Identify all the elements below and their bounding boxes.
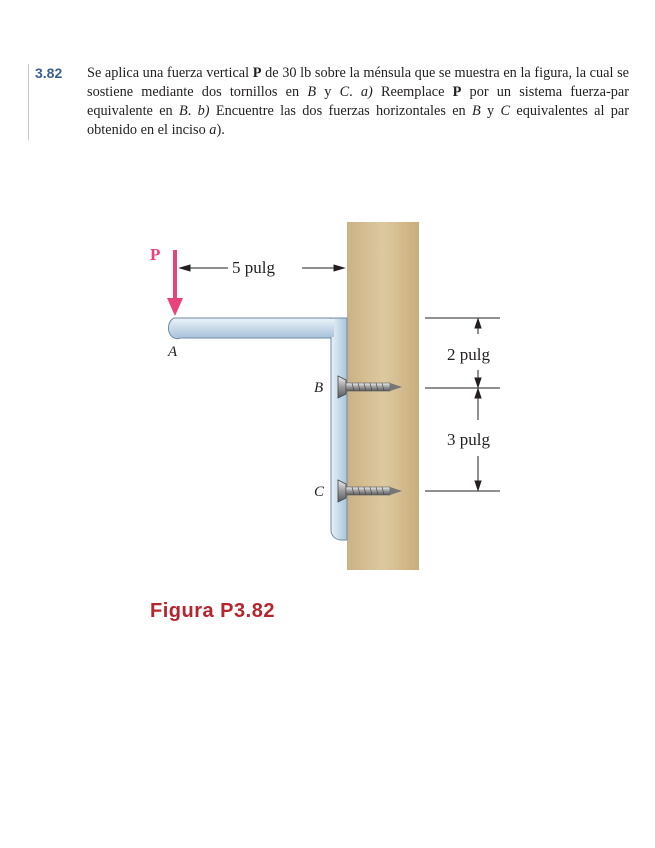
dimension-vertical <box>425 318 500 491</box>
point-C: C <box>339 84 350 100</box>
text-segment: ). <box>216 122 225 138</box>
text-segment: Reemplace <box>372 84 453 100</box>
force-symbol-P: P <box>252 65 262 81</box>
point-B: B <box>179 103 188 119</box>
text-segment: . <box>349 84 361 100</box>
part-a-label: a) <box>360 84 373 100</box>
text-segment: de 30 lb sobre la ménsula que se muestra en la figura, la cual se sostiene mediante dos tornillos en <box>87 65 630 100</box>
text-segment: por un sistema fuerza-par equivalente en <box>87 84 630 119</box>
text-segment: y <box>316 84 340 100</box>
label-B: B <box>314 380 324 396</box>
problem-number: 3.82 <box>35 65 63 81</box>
wall <box>347 222 419 570</box>
label-A: A <box>168 344 178 360</box>
figure-caption: Figura P3.82 <box>150 600 275 622</box>
text-segment: . <box>187 103 198 119</box>
point-B: B <box>307 84 317 100</box>
part-a-ref: a <box>209 122 217 138</box>
force-arrow-P <box>167 250 183 316</box>
dim-horizontal-label: 5 pulg <box>232 258 275 277</box>
bracket <box>168 318 347 540</box>
text-segment: equivalentes al par obtenido en el inciso <box>87 103 629 138</box>
part-b-label: b) <box>197 103 210 119</box>
point-C: C <box>500 103 511 119</box>
dim-bottom-label: 3 pulg <box>447 430 490 449</box>
label-C: C <box>314 484 325 500</box>
point-B: B <box>472 103 481 119</box>
dim-top-label: 2 pulg <box>447 345 490 364</box>
text-segment: y <box>480 103 501 119</box>
text-segment: Encuentre las dos fuerzas horizontales en <box>209 103 472 119</box>
label-P: P <box>150 245 161 264</box>
text-segment: Se aplica una fuerza vertical <box>87 65 253 81</box>
force-symbol-P: P <box>452 84 462 100</box>
